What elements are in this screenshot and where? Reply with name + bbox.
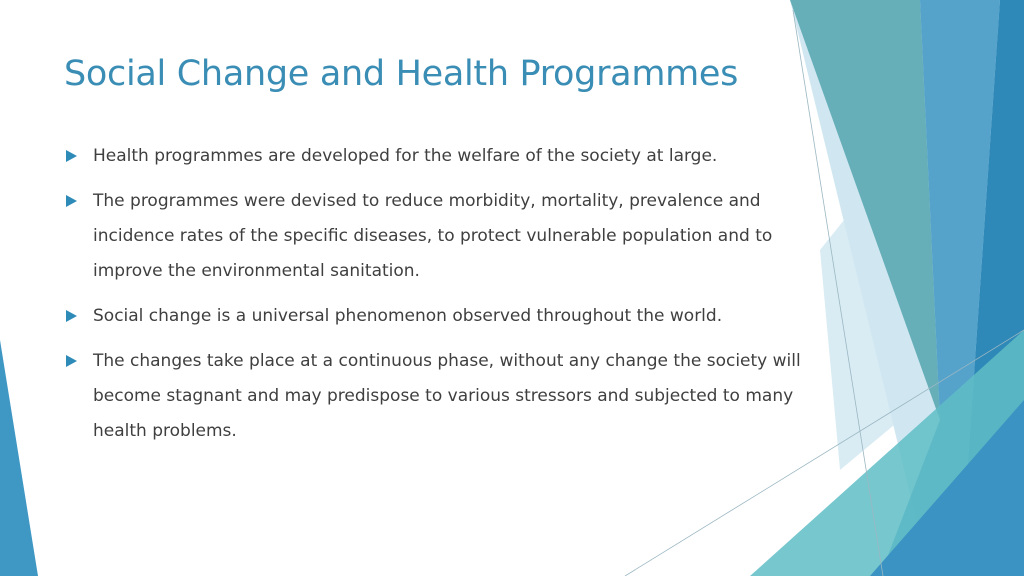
left-edge-accent — [0, 340, 38, 576]
bullet-text: The changes take place at a continuous phase, without any change the society will become stagnant and may predispose to various stressors and subjected to many health problems. — [93, 351, 801, 441]
triangle-bullet-icon — [66, 310, 77, 322]
bullet-item — [66, 344, 826, 449]
triangle-bullet-icon — [66, 195, 77, 207]
bullet-text: Health programmes are developed for the welfare of the society at large. — [93, 146, 718, 166]
bullet-text: Social change is a universal phenomenon observed throughout the world. — [93, 306, 723, 326]
bullet-item — [66, 299, 826, 334]
slide-title: Social Change and Health Programmes — [64, 54, 739, 94]
triangle-bullet-icon — [66, 150, 77, 162]
triangle-bullet-icon — [66, 355, 77, 367]
bullet-item — [66, 139, 826, 174]
bullet-list — [66, 139, 826, 459]
bullet-item — [66, 184, 826, 289]
bullet-text: The programmes were devised to reduce morbidity, mortality, prevalence and incidence rates of the specific diseases, to protect vulnerable population and to improve the environmental sanitation. — [93, 191, 773, 281]
